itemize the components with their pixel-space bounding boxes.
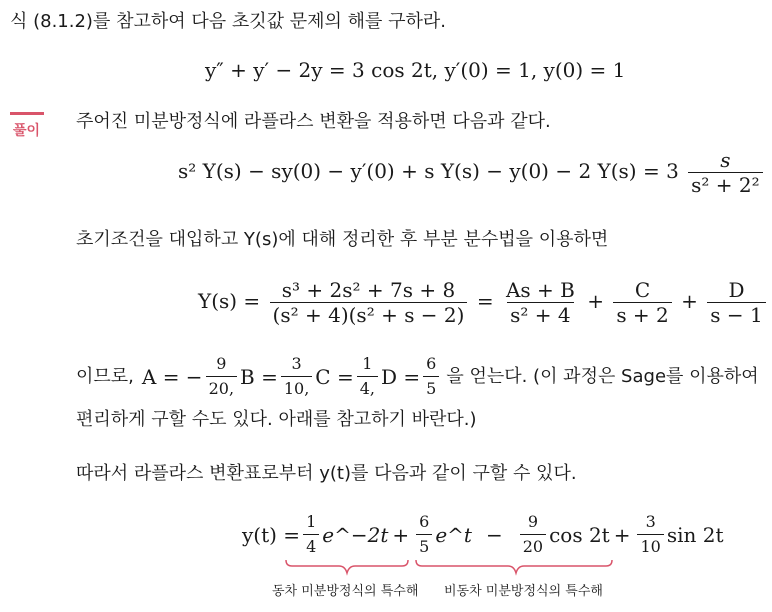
final-c-fn: cos 2t — [549, 522, 610, 547]
coef-c-num: 1 — [362, 354, 373, 373]
final-a-num: 1 — [306, 512, 317, 531]
eq2-lhs: Y(s) = — [198, 289, 261, 313]
coef-c-label: C = — [315, 364, 354, 389]
eq2-t1-den: s² + 4 — [507, 302, 573, 327]
eq2-t2-num: C — [634, 278, 651, 302]
problem-statement: 식 (8.1.2)를 참고하여 다음 초깃값 문제의 해를 구하라. — [10, 11, 446, 32]
coef-a-num: 9 — [216, 354, 227, 373]
problem-equation: y″ + y′ − 2y = 3 cos 2t, y′(0) = 1, y(0) = 1 — [205, 58, 626, 82]
final-lhs: y(t) = — [242, 522, 301, 547]
final-c-den: 20 — [520, 534, 546, 559]
final-d-den: 10 — [637, 534, 663, 559]
step3-text: 따라서 라플라스 변환표로부터 y(t)를 다음과 같이 구할 수 있다. — [76, 463, 577, 484]
coef-b-den: 10, — [281, 376, 312, 401]
underbrace-homogeneous — [286, 560, 408, 573]
underbrace-nonhomogeneous — [416, 560, 612, 573]
eq2-num: s³ + 2s² + 7s + 8 — [281, 278, 456, 302]
final-d-fn: sin 2t — [666, 522, 724, 547]
coef-suffix: 을 얻는다. (이 과정은 Sage를 이용하여 — [446, 365, 759, 387]
final-b-den: 5 — [416, 534, 432, 559]
eq2-den: (s² + 4)(s² + s − 2) — [270, 302, 468, 327]
eq2-t3-num: D — [728, 278, 745, 302]
coef-b-label: B = — [240, 364, 278, 389]
label-nonhomogeneous: 비동차 미분방정식의 특수해 — [444, 584, 603, 599]
final-plus2: + — [613, 522, 631, 547]
eq1-num: s — [720, 148, 731, 172]
coef-b-num: 3 — [291, 354, 302, 373]
solution-intro: 주어진 미분방정식에 라플라스 변환을 적용하면 다음과 같다. — [76, 111, 551, 132]
eq2-plus1: + — [587, 289, 604, 313]
final-d-num: 3 — [645, 512, 656, 531]
coef-d-den: 5 — [423, 376, 439, 401]
final-a-den: 4 — [303, 534, 319, 559]
eq2-t2-den: s + 2 — [613, 302, 671, 327]
coef-d-label: D = — [380, 364, 421, 389]
final-plus1: + — [392, 522, 410, 547]
eq2-t3-den: s − 1 — [707, 302, 765, 327]
coef-a-den: 20, — [206, 376, 237, 401]
step2-text: 초기조건을 대입하고 Y(s)에 대해 정리한 후 부분 분수법을 이용하면 — [76, 229, 609, 250]
final-b-num: 6 — [419, 512, 430, 531]
eq1-den: s² + 2² — [688, 172, 763, 197]
coef-line2: 편리하게 구할 수도 있다. 아래를 참고하기 바란다.) — [76, 409, 477, 430]
eq2-equals: = — [476, 289, 494, 313]
eq2-t1-num: As + B — [505, 278, 575, 302]
final-a-exp: e^−2t — [322, 522, 389, 547]
solution-badge: 풀이 — [13, 123, 41, 139]
coef-prefix: 이므로, — [76, 365, 134, 387]
eq2-plus2: + — [681, 289, 698, 313]
coef-c-den: 4, — [357, 376, 378, 401]
coef-a-label: A = − — [141, 364, 203, 389]
eq1-left: s² Y(s) − sy(0) − y′(0) + s Y(s) − y(0) − 2 Y(s) = 3 — [178, 159, 679, 183]
final-minus: − — [485, 522, 503, 547]
final-b-exp: e^t — [435, 522, 472, 547]
label-homogeneous: 동차 미분방정식의 특수해 — [272, 584, 419, 599]
coef-d-num: 6 — [426, 354, 437, 373]
final-c-num: 9 — [527, 512, 538, 531]
